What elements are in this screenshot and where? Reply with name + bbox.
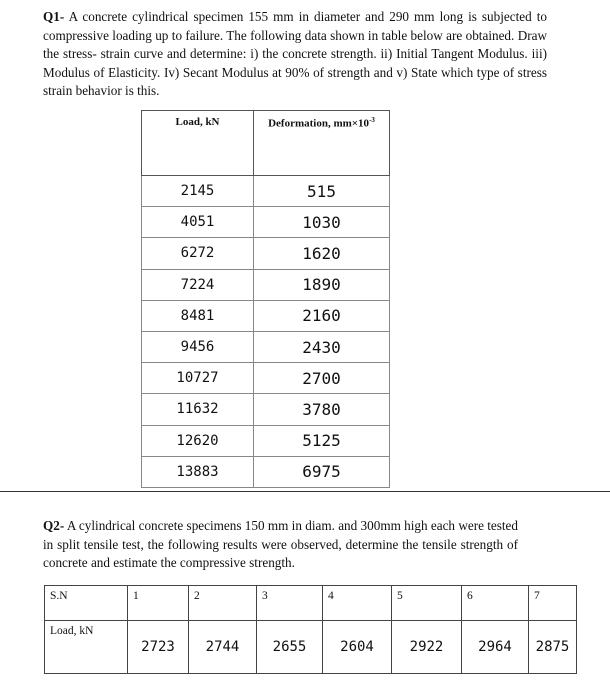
load-value-cell: 2744 [189,621,257,674]
deformation-cell: 2160 [254,300,390,331]
table-header-row [142,111,390,176]
deformation-cell: 1030 [254,207,390,238]
load-value-cell: 2922 [392,621,462,674]
table-row [142,331,390,362]
question-1-body: A concrete cylindrical specimen 155 mm in diameter and 290 mm long is subjected to compressive loading up to failure. The following data shown in table below are obtained. Draw the stress- strain curve and determine: i) the concrete strength. ii) Initial Tangent Modulus. iii) Modulus of Elasticity. Iv) Secant Modulus at 90% of strength and v) State which type of stress strain behavior is this. [43,9,547,98]
load-cell: 10727 [142,363,254,394]
sn-cell: 4 [323,586,392,621]
load-value-cell: 2723 [128,621,189,674]
deformation-cell: 515 [254,176,390,207]
load-cell: 9456 [142,331,254,362]
question-2-text [43,517,518,573]
load-cell: 11632 [142,394,254,425]
load-cell: 7224 [142,269,254,300]
load-cell: 6272 [142,238,254,269]
table-row [142,269,390,300]
table-row [142,176,390,207]
load-value-cell: 2875 [529,621,577,674]
load-row [45,621,577,674]
load-cell: 8481 [142,300,254,331]
deformation-cell: 2430 [254,331,390,362]
question-2-number: Q2- [43,518,65,533]
sn-cell: 7 [529,586,577,621]
question-1-text [43,8,547,101]
table-row [142,300,390,331]
table-row [142,363,390,394]
deformation-cell: 1890 [254,269,390,300]
sn-row [45,586,577,621]
load-value-cell: 2655 [257,621,323,674]
load-column-header: Load, kN [142,111,254,176]
deformation-cell: 6975 [254,456,390,487]
sn-cell: 3 [257,586,323,621]
table-row [142,238,390,269]
table-row [142,394,390,425]
load-label-cell: Load, kN [45,621,128,674]
load-deformation-table [141,110,390,488]
deformation-cell: 2700 [254,363,390,394]
load-cell: 12620 [142,425,254,456]
sn-cell: 5 [392,586,462,621]
sn-cell: 2 [189,586,257,621]
load-cell: 2145 [142,176,254,207]
table-row [142,207,390,238]
deformation-column-header: Deformation, $mm\times 10^{-3}$ [254,111,390,176]
deformation-cell: 3780 [254,394,390,425]
split-tensile-table [44,585,577,674]
section-divider [0,491,610,492]
deformation-cell: 5125 [254,425,390,456]
table-row [142,425,390,456]
question-2-body: A cylindrical concrete specimens 150 mm in diam. and 300mm high each were tested in split tensile test, the following results were observed, determine the tensile strength of concrete and estimate the compressive strength. [43,518,518,570]
deformation-cell: 1620 [254,238,390,269]
sn-label-cell: S.N [45,586,128,621]
load-cell: 4051 [142,207,254,238]
load-value-cell: 2964 [462,621,529,674]
load-value-cell: 2604 [323,621,392,674]
sn-cell: 1 [128,586,189,621]
table-row [142,456,390,487]
load-cell: 13883 [142,456,254,487]
question-1-number: Q1- [43,9,65,24]
sn-cell: 6 [462,586,529,621]
